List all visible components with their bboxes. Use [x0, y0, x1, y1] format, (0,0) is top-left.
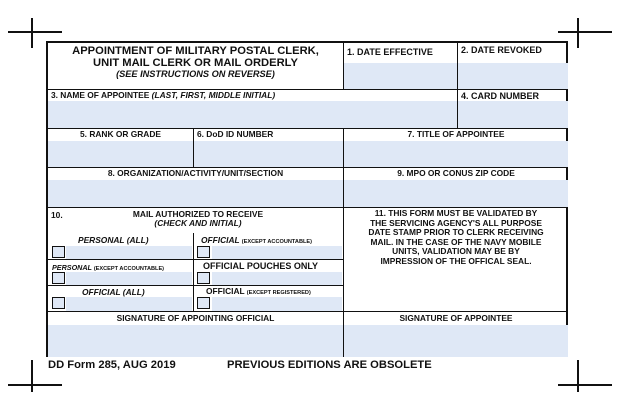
dod-id-label: 6. DoD ID NUMBER: [197, 129, 274, 139]
official-pouches-label: OFFICIAL POUCHES ONLY: [203, 261, 319, 271]
initial-official-except-registered-field[interactable]: [212, 297, 342, 311]
personal-except-accountable-checkbox[interactable]: [52, 272, 65, 284]
signature-appointing-official-label: SIGNATURE OF APPOINTING OFFICIAL: [116, 313, 275, 323]
initial-personal-all-field[interactable]: [66, 246, 192, 260]
form-title-instructions: (SEE INSTRUCTIONS ON REVERSE): [116, 69, 275, 79]
official-except-accountable-checkbox[interactable]: [197, 246, 210, 258]
initial-official-pouches-field[interactable]: [212, 272, 342, 286]
signature-appointing-official-field[interactable]: [48, 325, 343, 357]
organization-field[interactable]: [48, 180, 343, 207]
official-all-checkbox[interactable]: [52, 297, 65, 309]
dd-form-285: [46, 41, 568, 357]
form-title-line1: APPOINTMENT OF MILITARY POSTAL CLERK,: [72, 45, 319, 57]
name-of-appointee-label: 3. NAME OF APPOINTEE (LAST, FIRST, MIDDLE INITIAL): [51, 90, 276, 100]
card-number-label: 4. CARD NUMBER: [461, 91, 540, 101]
official-except-registered-label: OFFICIAL (EXCEPT REGISTERED): [206, 286, 311, 296]
official-pouches-checkbox[interactable]: [197, 272, 210, 284]
signature-appointee-field[interactable]: [344, 325, 568, 357]
personal-except-accountable-label: PERSONAL (EXCEPT ACCOUNTABLE): [52, 263, 165, 272]
official-except-accountable-label: OFFICIAL (EXCEPT ACCOUNTABLE): [201, 235, 313, 245]
form-id: DD Form 285, AUG 2019: [48, 359, 176, 371]
mail-section-number: 10.: [51, 210, 63, 220]
form-title-line2: UNIT MAIL CLERK OR MAIL ORDERLY: [93, 56, 298, 69]
date-revoked-label: 2. DATE REVOKED: [461, 45, 542, 55]
signature-appointee-label: SIGNATURE OF APPOINTEE: [399, 313, 513, 323]
date-effective-field[interactable]: [344, 63, 457, 90]
personal-all-label: PERSONAL (ALL): [78, 235, 149, 245]
card-number-field[interactable]: [458, 101, 568, 128]
rank-grade-label: 5. RANK OR GRADE: [80, 129, 161, 139]
name-of-appointee-field[interactable]: [48, 101, 457, 128]
initial-personal-except-accountable-field[interactable]: [66, 272, 192, 286]
organization-label: 8. ORGANIZATION/ACTIVITY/UNIT/SECTION: [107, 168, 284, 178]
mail-section-subheading: (CHECK AND INITIAL): [154, 218, 242, 228]
initial-official-all-field[interactable]: [66, 297, 192, 311]
rank-grade-field[interactable]: [48, 141, 193, 167]
mpo-zip-label: 9. MPO OR CONUS ZIP CODE: [397, 168, 515, 178]
obsolete-note: PREVIOUS EDITIONS ARE OBSOLETE: [227, 359, 432, 371]
validation-note: 11. THIS FORM MUST BE VALIDATED BY THE SERVICING AGENCY'S ALL PURPOSE DATE STAMP PRIOR TO CLERK RECEIVING MAIL. IN THE CASE OF THE NAVY MOBILE UNITS, VALIDATION MAY BE BY IMPRESSION OF THE OFFICAL SEAL.: [368, 208, 544, 266]
official-except-registered-checkbox[interactable]: [197, 297, 210, 309]
initial-official-except-accountable-field[interactable]: [212, 246, 342, 260]
date-effective-label: 1. DATE EFFECTIVE: [347, 47, 433, 57]
dod-id-field[interactable]: [194, 141, 343, 167]
personal-all-checkbox[interactable]: [52, 246, 65, 258]
official-all-label: OFFICIAL (ALL): [82, 287, 145, 297]
mpo-zip-field[interactable]: [344, 180, 568, 207]
mail-section-heading: MAIL AUTHORIZED TO RECEIVE: [132, 209, 264, 219]
date-revoked-field[interactable]: [458, 63, 568, 90]
form-title: [48, 46, 343, 79]
title-of-appointee-label: 7. TITLE OF APPOINTEE: [407, 129, 505, 139]
title-of-appointee-field[interactable]: [344, 141, 568, 167]
